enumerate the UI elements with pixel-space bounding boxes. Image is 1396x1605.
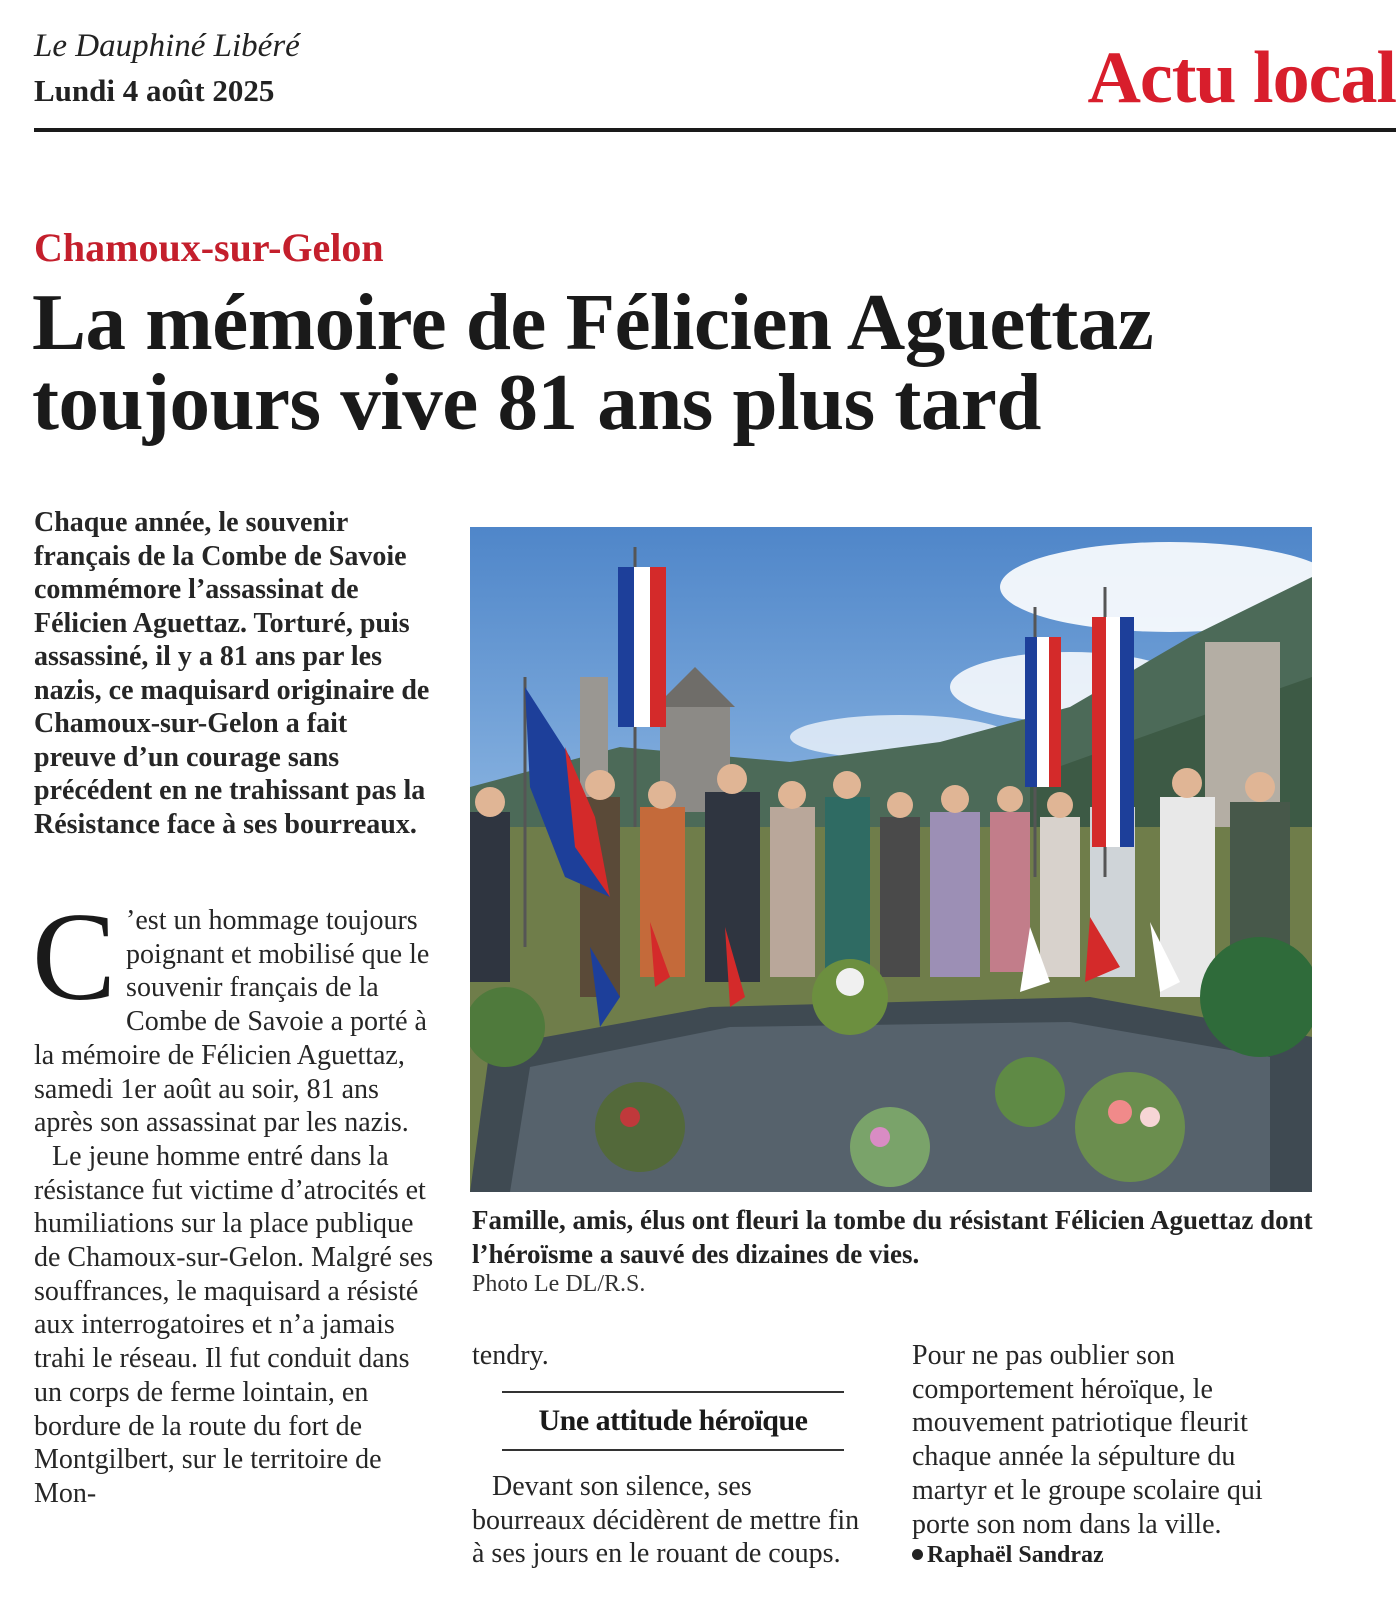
section-rubric: Actu local xyxy=(1087,37,1396,119)
subhead: Une attitude héroïque xyxy=(538,1404,808,1437)
headline-line-1: La mémoire de Félicien Aguettaz xyxy=(32,277,1154,367)
paragraph-4: Pour ne pas oublier son comportement héroïque, le mouvement patriotique fleurit chaque année la sépulture du martyr et le groupe scolaire qui porte son nom dans la ville. xyxy=(912,1340,1263,1540)
subhead-box xyxy=(502,1391,844,1451)
drop-cap: C xyxy=(32,888,117,1027)
paragraph-1-text: ’est un hommage toujours poignant et mobilisé que le souvenir français de la Combe de Savoie a porté à la mémoire de Félicien Aguettaz, samedi 1er août au soir, 81 ans après son assassinat par les nazis. xyxy=(34,905,430,1139)
headline-line-2: toujours vive 81 ans plus tard xyxy=(32,357,1041,447)
publication-name: Le Dauphiné Libéré xyxy=(34,28,300,64)
article-headline xyxy=(32,277,1362,447)
article-photo xyxy=(470,527,1312,1192)
paragraph-2: Le jeune homme entré dans la résistance fut victime d’atrocités et humiliations sur la place publique de Chamoux-sur-Gelon. Malgré ses souffrances, le maquisard a résisté aux interrogatoires et n’a jamais trahi le réseau. Il fut conduit dans un corps de ferme lointain, en bordure de la route du fort de Montgilbert, sur le territoire de Mon- xyxy=(34,1140,434,1509)
author-byline xyxy=(912,1542,1104,1569)
article-column-1 xyxy=(32,888,434,1511)
article-lede: Chaque année, le souvenir français de la Combe de Savoie commémore l’assassinat de Félicien Aguettaz. Torturé, puis assassiné, il y a 81 ans par les nazis, ce maquisard originaire de Chamoux-sur-Gelon a fait preuve d’un courage sans précédent en ne trahissant pas la Résistance face à ses bourreaux. xyxy=(34,507,430,840)
photo-illustration xyxy=(470,527,1312,1192)
issue-date: Lundi 4 août 2025 xyxy=(34,73,275,108)
paragraph-3: Devant son silence, ses bourreaux décidèrent de mettre fin à ses jours en le rouant de coups. xyxy=(472,1471,860,1570)
byline-bullet xyxy=(912,1549,923,1560)
author-name: Raphaël Sandraz xyxy=(927,1542,1104,1568)
header-rule xyxy=(34,128,1396,132)
location-kicker: Chamoux-sur-Gelon xyxy=(34,225,384,270)
photo-caption: Famille, amis, élus ont fleuri la tombe du résistant Félicien Aguettaz dont l’héroïsme a sauvé des dizaines de vies. xyxy=(472,1205,1313,1269)
paragraph-1 xyxy=(32,888,434,1140)
photo-credit: Photo Le DL/R.S. xyxy=(472,1271,646,1297)
column-2-continuation: tendry. xyxy=(472,1340,549,1371)
